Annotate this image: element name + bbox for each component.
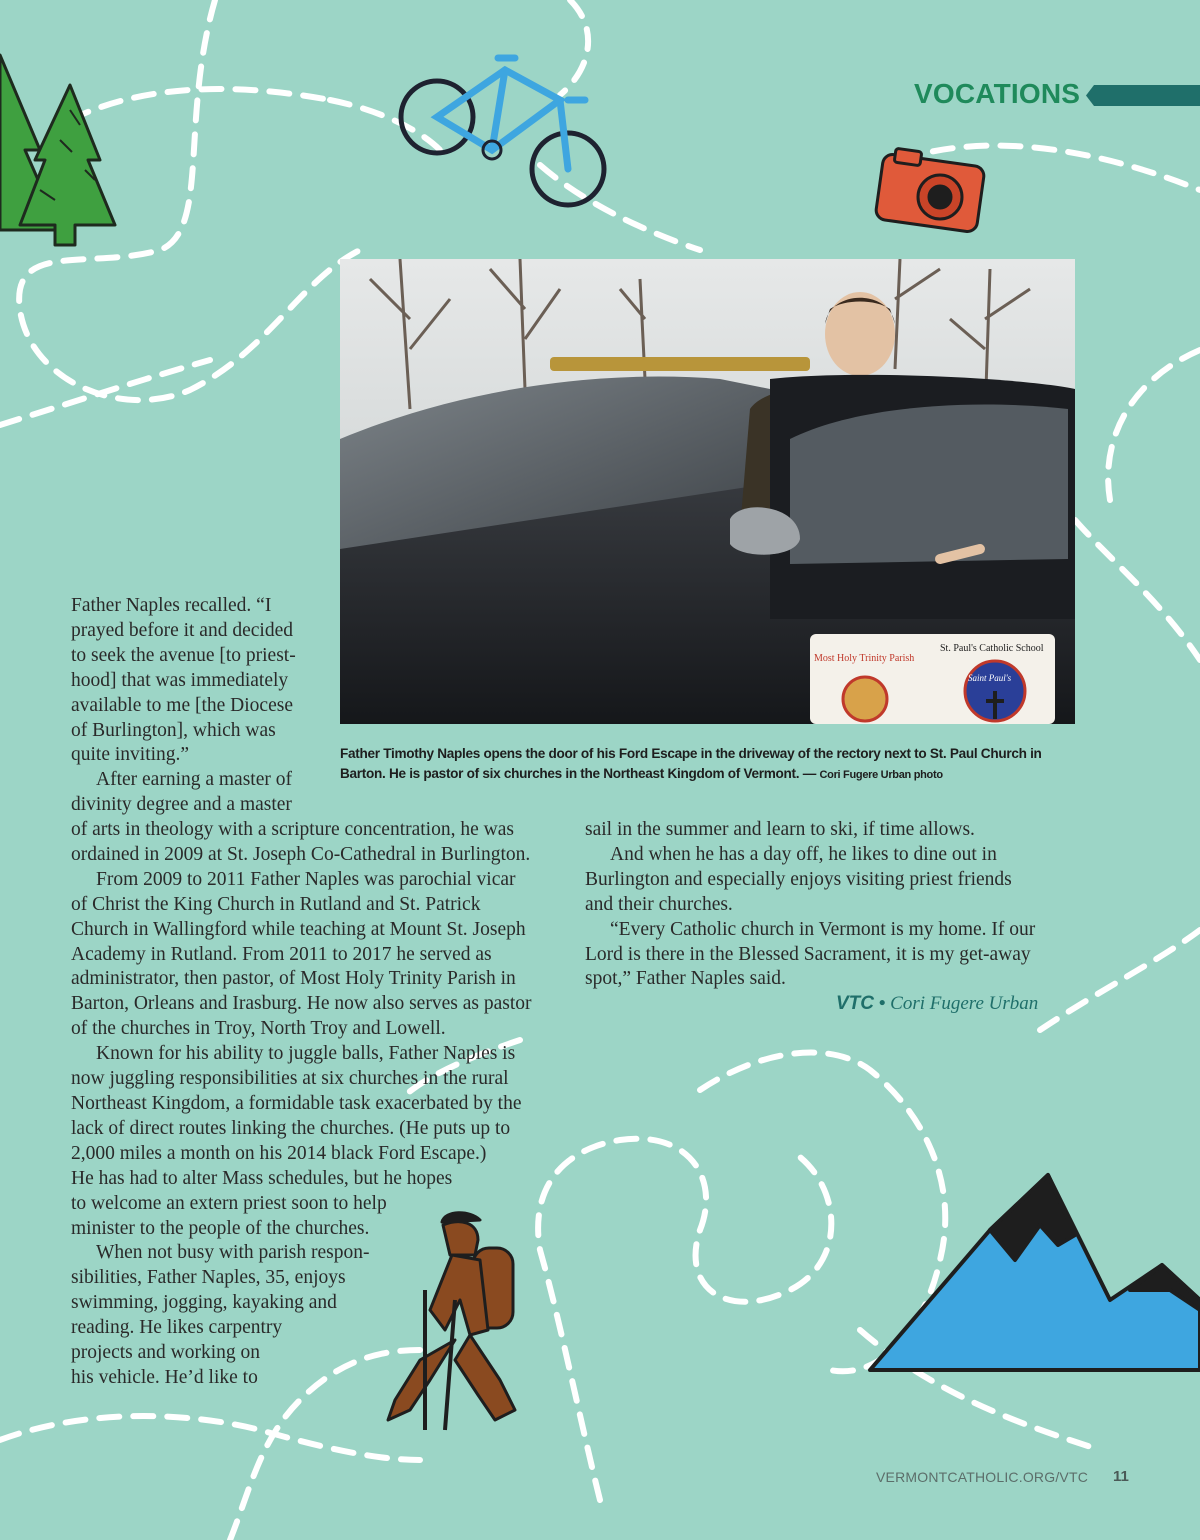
- section-tag-bar: [1086, 85, 1200, 106]
- text-line: From 2009 to 2011 Father Naples was parochial vicar: [96, 868, 516, 890]
- text-line: sibilities, Father Naples, 35, enjoys: [71, 1267, 346, 1289]
- article-left-top: [71, 594, 296, 818]
- decal-school-inner-label: Saint Paul's: [968, 673, 1012, 683]
- section-title: VOCATIONS: [914, 78, 1081, 109]
- photo-credit: Cori Fugere Urban photo: [819, 769, 943, 781]
- text-line: “Every Catholic church in Vermont is my home. If our: [610, 918, 1036, 940]
- text-line: available to me [the Diocese: [71, 694, 293, 716]
- text-line: When not busy with parish respon-: [96, 1242, 370, 1264]
- footer-url[interactable]: VERMONTCATHOLIC.ORG/VTC: [876, 1469, 1089, 1485]
- text-line: reading. He likes carpentry: [71, 1317, 283, 1339]
- text-line: administrator, then pastor, of Most Holy Trinity Parish in: [71, 968, 516, 990]
- text-line: 2,000 miles a month on his 2014 black Ford Escape.): [71, 1142, 487, 1164]
- text-line: ordained in 2009 at St. Joseph Co-Cathedral in Burlington.: [71, 843, 531, 865]
- text-line: He has had to alter Mass schedules, but he hopes: [71, 1167, 453, 1189]
- photo-illustration: [340, 259, 1075, 724]
- text-line: Academy in Rutland. From 2011 to 2017 he served as: [71, 943, 492, 965]
- article-left-main: [71, 818, 531, 1391]
- text-line: After earning a master of: [96, 769, 292, 791]
- byline-separator: •: [878, 993, 886, 1014]
- article-right: [585, 818, 1035, 992]
- text-line: spot,” Father Naples said.: [585, 968, 786, 990]
- byline-author: Cori Fugere Urban: [890, 993, 1039, 1014]
- mountain-icon: [870, 1175, 1200, 1370]
- text-line: Lord is there in the Blessed Sacrament, it is my get-away: [585, 943, 1031, 965]
- camera-icon: [875, 148, 985, 233]
- text-line: of arts in theology with a scripture concentration, he was: [71, 819, 514, 840]
- text-line: And when he has a day off, he likes to dine out in: [610, 843, 997, 865]
- door-decals: [810, 634, 1055, 724]
- text-line: Barton, Orleans and Irasburg. He now also serves as pastor: [71, 993, 532, 1015]
- text-line: Father Naples recalled. “I: [71, 595, 272, 616]
- byline-publication: VTC: [836, 993, 874, 1014]
- text-line: of Christ the King Church in Rutland and St. Patrick: [71, 893, 481, 915]
- decal-parish-label: Most Holy Trinity Parish: [814, 653, 915, 664]
- text-line: sail in the summer and learn to ski, if time allows.: [585, 819, 975, 840]
- text-line: Church in Wallingford while teaching at Mount St. Joseph: [71, 918, 526, 940]
- text-line: Known for his ability to juggle balls, Father Naples is: [96, 1043, 516, 1065]
- caption-text: Father Timothy Naples opens the door of his Ford Escape in the driveway of the rectory next to St. Paul Church in Barton. He is pastor of six churches in the Northeast Kingdom of Vermont. —: [340, 746, 1042, 781]
- text-line: now juggling responsibilities at six churches in the rural: [71, 1068, 509, 1090]
- decal-school-label: St. Paul's Catholic School: [940, 643, 1044, 654]
- text-line: prayed before it and decided: [71, 619, 293, 641]
- text-line: minister to the people of the churches.: [71, 1217, 370, 1239]
- text-line: divinity degree and a master: [71, 794, 292, 816]
- photo-caption: [340, 744, 1078, 785]
- text-line: hood] that was immediately: [71, 669, 289, 691]
- text-line: to seek the avenue [to priest-: [71, 644, 296, 666]
- text-line: projects and working on: [71, 1342, 261, 1364]
- text-line: of Burlington], which was: [71, 719, 276, 741]
- text-line: his vehicle. He’d like to: [71, 1366, 258, 1388]
- text-line: Burlington and especially enjoys visiting priest friends: [585, 868, 1012, 890]
- article-byline: [836, 993, 1038, 1015]
- text-line: quite inviting.”: [71, 744, 190, 766]
- text-line: of the churches in Troy, North Troy and Lowell.: [71, 1018, 446, 1040]
- text-line: Northeast Kingdom, a formidable task exacerbated by the: [71, 1092, 522, 1114]
- text-line: lack of direct routes linking the churches. (He puts up to: [71, 1117, 511, 1139]
- text-line: and their churches.: [585, 893, 733, 915]
- text-line: to welcome an extern priest soon to help: [71, 1192, 387, 1214]
- text-line: swimming, jogging, kayaking and: [71, 1292, 337, 1314]
- feature-photo: [340, 259, 1075, 724]
- page-number: 11: [1113, 1468, 1129, 1485]
- trees-icon: [0, 55, 115, 245]
